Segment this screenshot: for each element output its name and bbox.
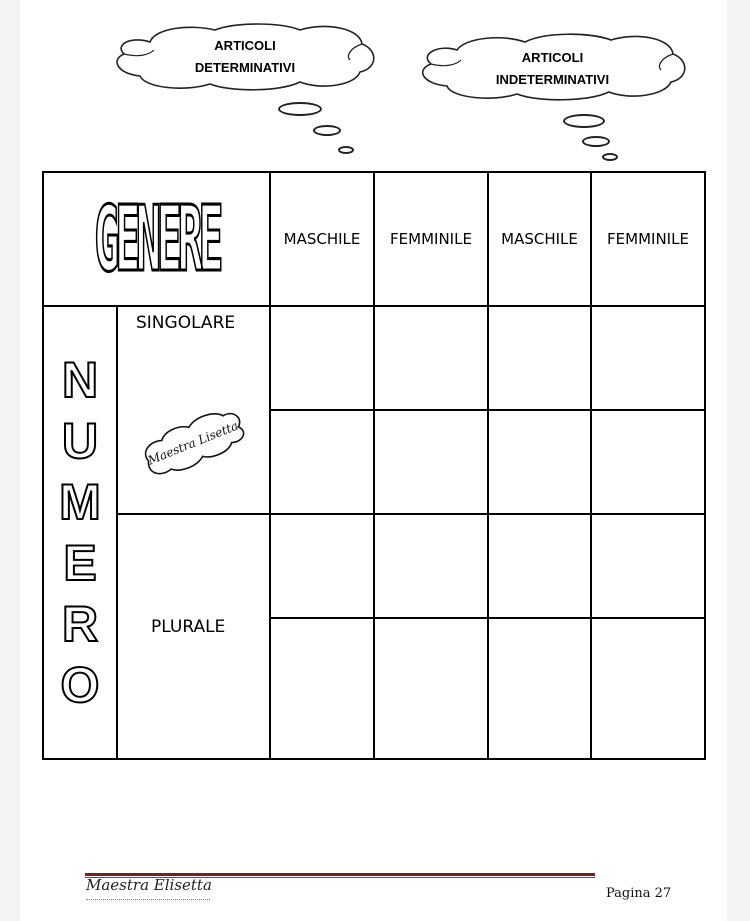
numero-letter: R — [61, 595, 99, 652]
answer-cell[interactable] — [374, 410, 488, 514]
answer-cell[interactable] — [488, 306, 591, 410]
numero-letter: N — [61, 351, 99, 408]
answer-cell[interactable] — [374, 306, 488, 410]
answer-cell[interactable] — [591, 514, 705, 618]
table-row — [43, 306, 705, 410]
thought-bubble — [602, 153, 618, 161]
cloud-articoli-determinativi — [110, 20, 380, 95]
numero-letter: E — [63, 534, 97, 591]
col-header-maschile-indet: MASCHILE — [488, 172, 591, 306]
numero-letter: O — [60, 656, 100, 713]
plurale-label: PLURALE — [151, 616, 226, 637]
answer-cell[interactable] — [488, 514, 591, 618]
numero-letter: U — [61, 412, 99, 469]
answer-cell[interactable] — [374, 514, 488, 618]
answer-cell[interactable] — [270, 514, 374, 618]
answer-cell[interactable] — [270, 306, 374, 410]
thought-bubble — [313, 125, 341, 136]
thought-bubble — [582, 136, 610, 147]
cloud-articoli-indeterminativi — [415, 32, 690, 104]
numero-cell — [43, 306, 117, 759]
singolare-label: SINGOLARE — [136, 313, 236, 333]
col-header-femminile-indet: FEMMINILE — [591, 172, 705, 306]
genere-label: GENERE — [94, 186, 219, 292]
answer-cell[interactable] — [591, 410, 705, 514]
footer-signature: Maestra Elisetta — [86, 876, 212, 894]
cloud-right-line1: ARTICOLI — [521, 50, 584, 65]
footer-signature-rule — [86, 899, 210, 900]
header-row — [43, 172, 705, 306]
page-number: Pagina 27 — [606, 886, 672, 901]
answer-cell[interactable] — [270, 410, 374, 514]
cloud-left-line2: DETERMINATIVI — [194, 60, 296, 75]
answer-cell[interactable] — [591, 306, 705, 410]
numero-letter: M — [59, 473, 101, 530]
answer-cell[interactable] — [374, 618, 488, 759]
answer-cell[interactable] — [591, 618, 705, 759]
thought-bubble — [338, 146, 354, 154]
cloud-right-line2: INDETERMINATIVI — [495, 72, 610, 87]
cloud-left-line1: ARTICOLI — [214, 38, 276, 53]
genere-cell — [43, 172, 270, 306]
cloud-shape — [415, 32, 690, 104]
watermark-stamp — [135, 410, 251, 476]
answer-cell[interactable] — [488, 410, 591, 514]
answer-cell[interactable] — [488, 618, 591, 759]
answer-cell[interactable] — [270, 618, 374, 759]
svg-text:Maestra Lisetta: Maestra Lisetta — [145, 418, 241, 468]
col-header-femminile-det: FEMMINILE — [374, 172, 488, 306]
thought-bubble — [278, 102, 322, 116]
thought-bubble — [563, 114, 605, 128]
col-header-maschile-det: MASCHILE — [270, 172, 374, 306]
table-row — [43, 514, 705, 618]
document-page — [20, 0, 727, 921]
plurale-cell — [117, 514, 270, 759]
